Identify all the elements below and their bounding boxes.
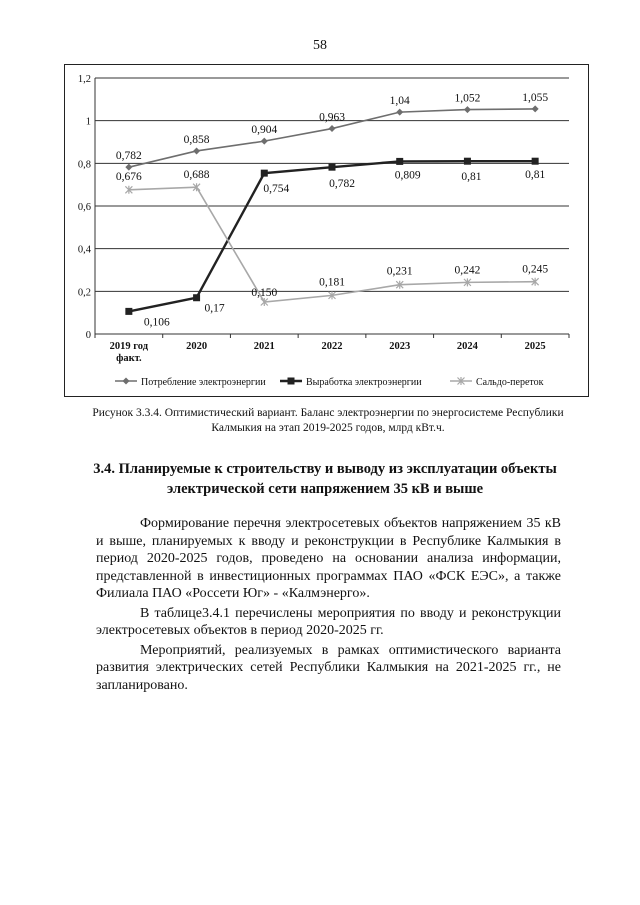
x-tick-label: 2025 <box>524 341 546 352</box>
y-tick-label: 0,4 <box>77 244 91 256</box>
y-tick-label: 0,8 <box>77 159 91 171</box>
data-label: 0,81 <box>461 171 482 184</box>
chart-frame <box>64 64 589 397</box>
x-tick-label: факт. <box>116 353 142 364</box>
data-point <box>464 158 471 165</box>
y-tick-label: 1,2 <box>77 74 91 85</box>
legend-label: Потребление электроэнергии <box>141 377 266 388</box>
legend-label: Сальдо-переток <box>476 377 544 388</box>
paragraph-2: В таблице3.4.1 перечислены мероприятия по вводу и реконструкции электросетевых объектов в период 2020-2025 гг. <box>96 605 561 638</box>
figure-caption-line-1: Рисунок 3.3.4. Оптимистический вариант. Баланс электроэнергии по энергосистеме Республики <box>92 407 564 419</box>
legend-label: Выработка электроэнергии <box>306 377 422 388</box>
data-label: 0,676 <box>115 170 142 183</box>
data-label: 0,963 <box>319 111 345 124</box>
data-label: 0,782 <box>115 150 142 163</box>
data-label: 0,688 <box>183 169 210 182</box>
data-label: 0,81 <box>525 169 546 182</box>
x-tick-label: 2022 <box>321 341 343 352</box>
section-heading-line-1: 3.4. Планируемые к строительству и выводу из эксплуатации объекты <box>93 461 557 477</box>
section-heading-line-2: электрической сети напряжением 35 кВ и выше <box>166 481 484 497</box>
body-text <box>96 515 561 696</box>
data-label: 0,245 <box>522 263 549 276</box>
x-tick-label: 2019 год <box>109 341 149 352</box>
x-tick-label: 2024 <box>456 341 478 352</box>
data-label: 0,858 <box>183 133 210 146</box>
data-label: 0,231 <box>386 265 413 278</box>
x-tick-label: 2021 <box>253 341 275 352</box>
x-tick-label: 2023 <box>389 341 411 352</box>
y-tick-label: 0,6 <box>77 202 91 213</box>
page-number: 58 <box>313 38 327 53</box>
data-point <box>396 109 403 116</box>
data-point <box>329 164 336 171</box>
data-label: 1,052 <box>454 92 481 105</box>
figure-caption-line-2: Калмыкия на этап 2019-2025 годов, млрд кВт.ч. <box>211 422 445 434</box>
data-label: 0,150 <box>251 287 278 299</box>
data-point <box>532 158 539 165</box>
section-heading <box>84 459 566 499</box>
data-label: 0,242 <box>454 264 481 277</box>
data-point <box>329 125 336 132</box>
data-label: 0,782 <box>329 178 355 191</box>
data-label: 0,181 <box>319 276 345 289</box>
data-point <box>261 170 268 177</box>
data-label: 0,904 <box>251 124 278 137</box>
figure-caption <box>78 406 578 436</box>
data-label: 0,754 <box>263 183 290 196</box>
x-tick-label: 2020 <box>186 341 208 352</box>
legend-marker <box>123 378 130 385</box>
data-point <box>193 147 200 154</box>
legend-marker <box>288 378 295 385</box>
data-point <box>464 106 471 113</box>
paragraph-3: Мероприятий, реализуемых в рамках оптимистического варианта развития электрических сетей Республики Калмыкия на 2021-2025 гг., не запланировано. <box>96 642 561 693</box>
data-point <box>125 308 132 315</box>
balance-line-chart <box>65 65 588 396</box>
y-tick-label: 0 <box>85 330 91 341</box>
data-label: 0,17 <box>204 302 225 315</box>
data-label: 1,04 <box>389 95 410 108</box>
data-label: 1,055 <box>522 91 549 104</box>
data-point <box>261 138 268 145</box>
data-label: 0,809 <box>394 169 421 182</box>
data-point <box>532 105 539 112</box>
data-label: 0,106 <box>143 316 170 329</box>
data-point <box>193 294 200 301</box>
data-point <box>396 158 403 165</box>
y-tick-label: 0,2 <box>77 287 91 299</box>
y-tick-label: 1 <box>85 116 91 128</box>
data-point <box>125 164 132 171</box>
paragraph-1: Формирование перечня электросетевых объектов напряжением 35 кВ и выше, планируемых к вводу и реконструкции в Республике Калмыкия в период 2020-2025 годов, проведено на основании анализа информации, представленной в инвестиционных программах ПАО «ФСК ЕЭС», а также Филиала ПАО «Россети Юг» - «Калмэнерго». <box>96 516 561 601</box>
